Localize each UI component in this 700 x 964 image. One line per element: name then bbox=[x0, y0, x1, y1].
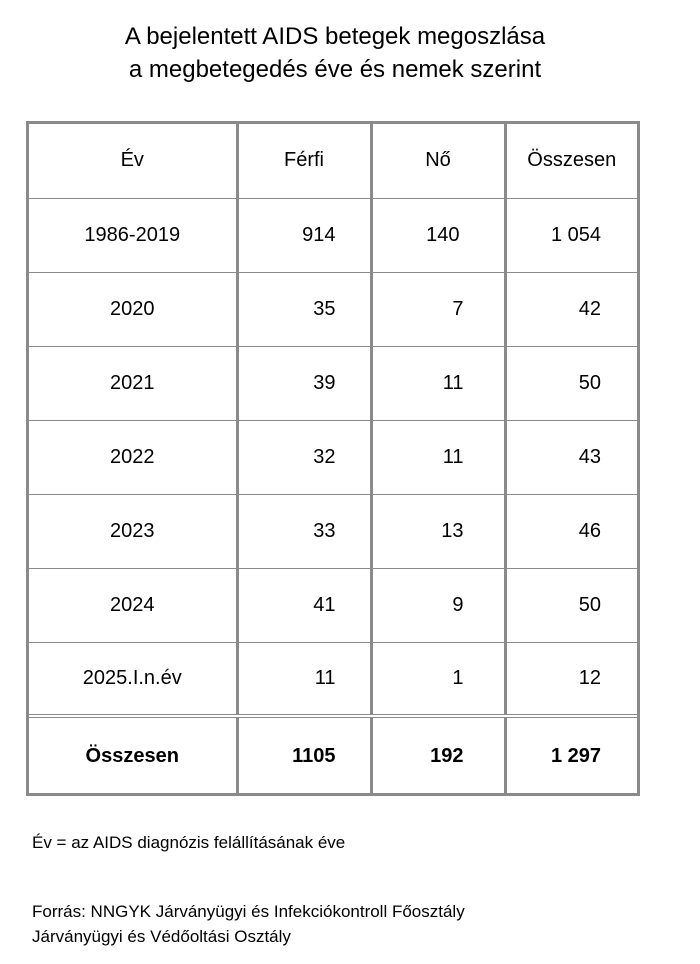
header-year: Év bbox=[120, 149, 144, 172]
source-note bbox=[32, 899, 465, 949]
table-header-row bbox=[29, 124, 637, 198]
male-cell: 39 bbox=[237, 346, 371, 420]
data-table bbox=[29, 124, 637, 794]
male-cell: 35 bbox=[237, 272, 371, 346]
year-cell: 2024 bbox=[29, 568, 237, 642]
total-cell: 1 054 bbox=[505, 198, 637, 272]
total-label-cell: Összesen bbox=[29, 716, 237, 794]
title-line-2: a megbetegedés éve és nemek szerint bbox=[128, 56, 542, 83]
female-cell: 11 bbox=[371, 420, 505, 494]
male-cell: 11 bbox=[237, 642, 371, 716]
year-cell: 2020 bbox=[29, 272, 237, 346]
year-cell: 2022 bbox=[29, 420, 237, 494]
male-cell: 32 bbox=[237, 420, 371, 494]
table-total-row bbox=[29, 716, 637, 794]
total-cell: 50 bbox=[505, 568, 637, 642]
female-cell: 1 bbox=[371, 642, 505, 716]
female-cell: 7 bbox=[371, 272, 505, 346]
female-cell: 13 bbox=[371, 494, 505, 568]
table-row bbox=[29, 346, 637, 420]
total-cell: 12 bbox=[505, 642, 637, 716]
header-male: Férfi bbox=[237, 124, 371, 198]
total-all-cell: 1 297 bbox=[505, 716, 637, 794]
table-row bbox=[29, 272, 637, 346]
year-cell: 1986-2019 bbox=[29, 198, 237, 272]
table-row bbox=[29, 494, 637, 568]
source-line-2: Járványügyi és Védőoltási Osztály bbox=[32, 927, 291, 946]
table-row bbox=[29, 568, 637, 642]
abbreviation-note: Év = az AIDS diagnózis felállításának éve bbox=[32, 833, 346, 852]
female-cell: 9 bbox=[371, 568, 505, 642]
header-total: Összesen bbox=[505, 124, 637, 198]
total-male-cell: 1105 bbox=[237, 716, 371, 794]
document-title bbox=[0, 20, 670, 86]
table-row bbox=[29, 198, 637, 272]
total-cell: 43 bbox=[505, 420, 637, 494]
male-cell: 41 bbox=[237, 568, 371, 642]
male-cell: 33 bbox=[237, 494, 371, 568]
aids-cases-table bbox=[26, 121, 640, 796]
year-cell: 2021 bbox=[29, 346, 237, 420]
source-line-1: Forrás: NNGYK Járványügyi és Infekciókontroll Főosztály bbox=[32, 902, 465, 921]
total-female-cell: 192 bbox=[371, 716, 505, 794]
year-cell: 2025.I.n.év bbox=[29, 642, 237, 716]
female-cell: 11 bbox=[371, 346, 505, 420]
table-row bbox=[29, 642, 637, 716]
total-cell: 50 bbox=[505, 346, 637, 420]
female-cell: 140 bbox=[371, 198, 505, 272]
male-cell: 914 bbox=[237, 198, 371, 272]
total-cell: 42 bbox=[505, 272, 637, 346]
header-female: Nő bbox=[371, 124, 505, 198]
title-line-1: A bejelentett AIDS betegek megoszlása bbox=[124, 23, 546, 50]
total-cell: 46 bbox=[505, 494, 637, 568]
year-cell: 2023 bbox=[29, 494, 237, 568]
table-row bbox=[29, 420, 637, 494]
